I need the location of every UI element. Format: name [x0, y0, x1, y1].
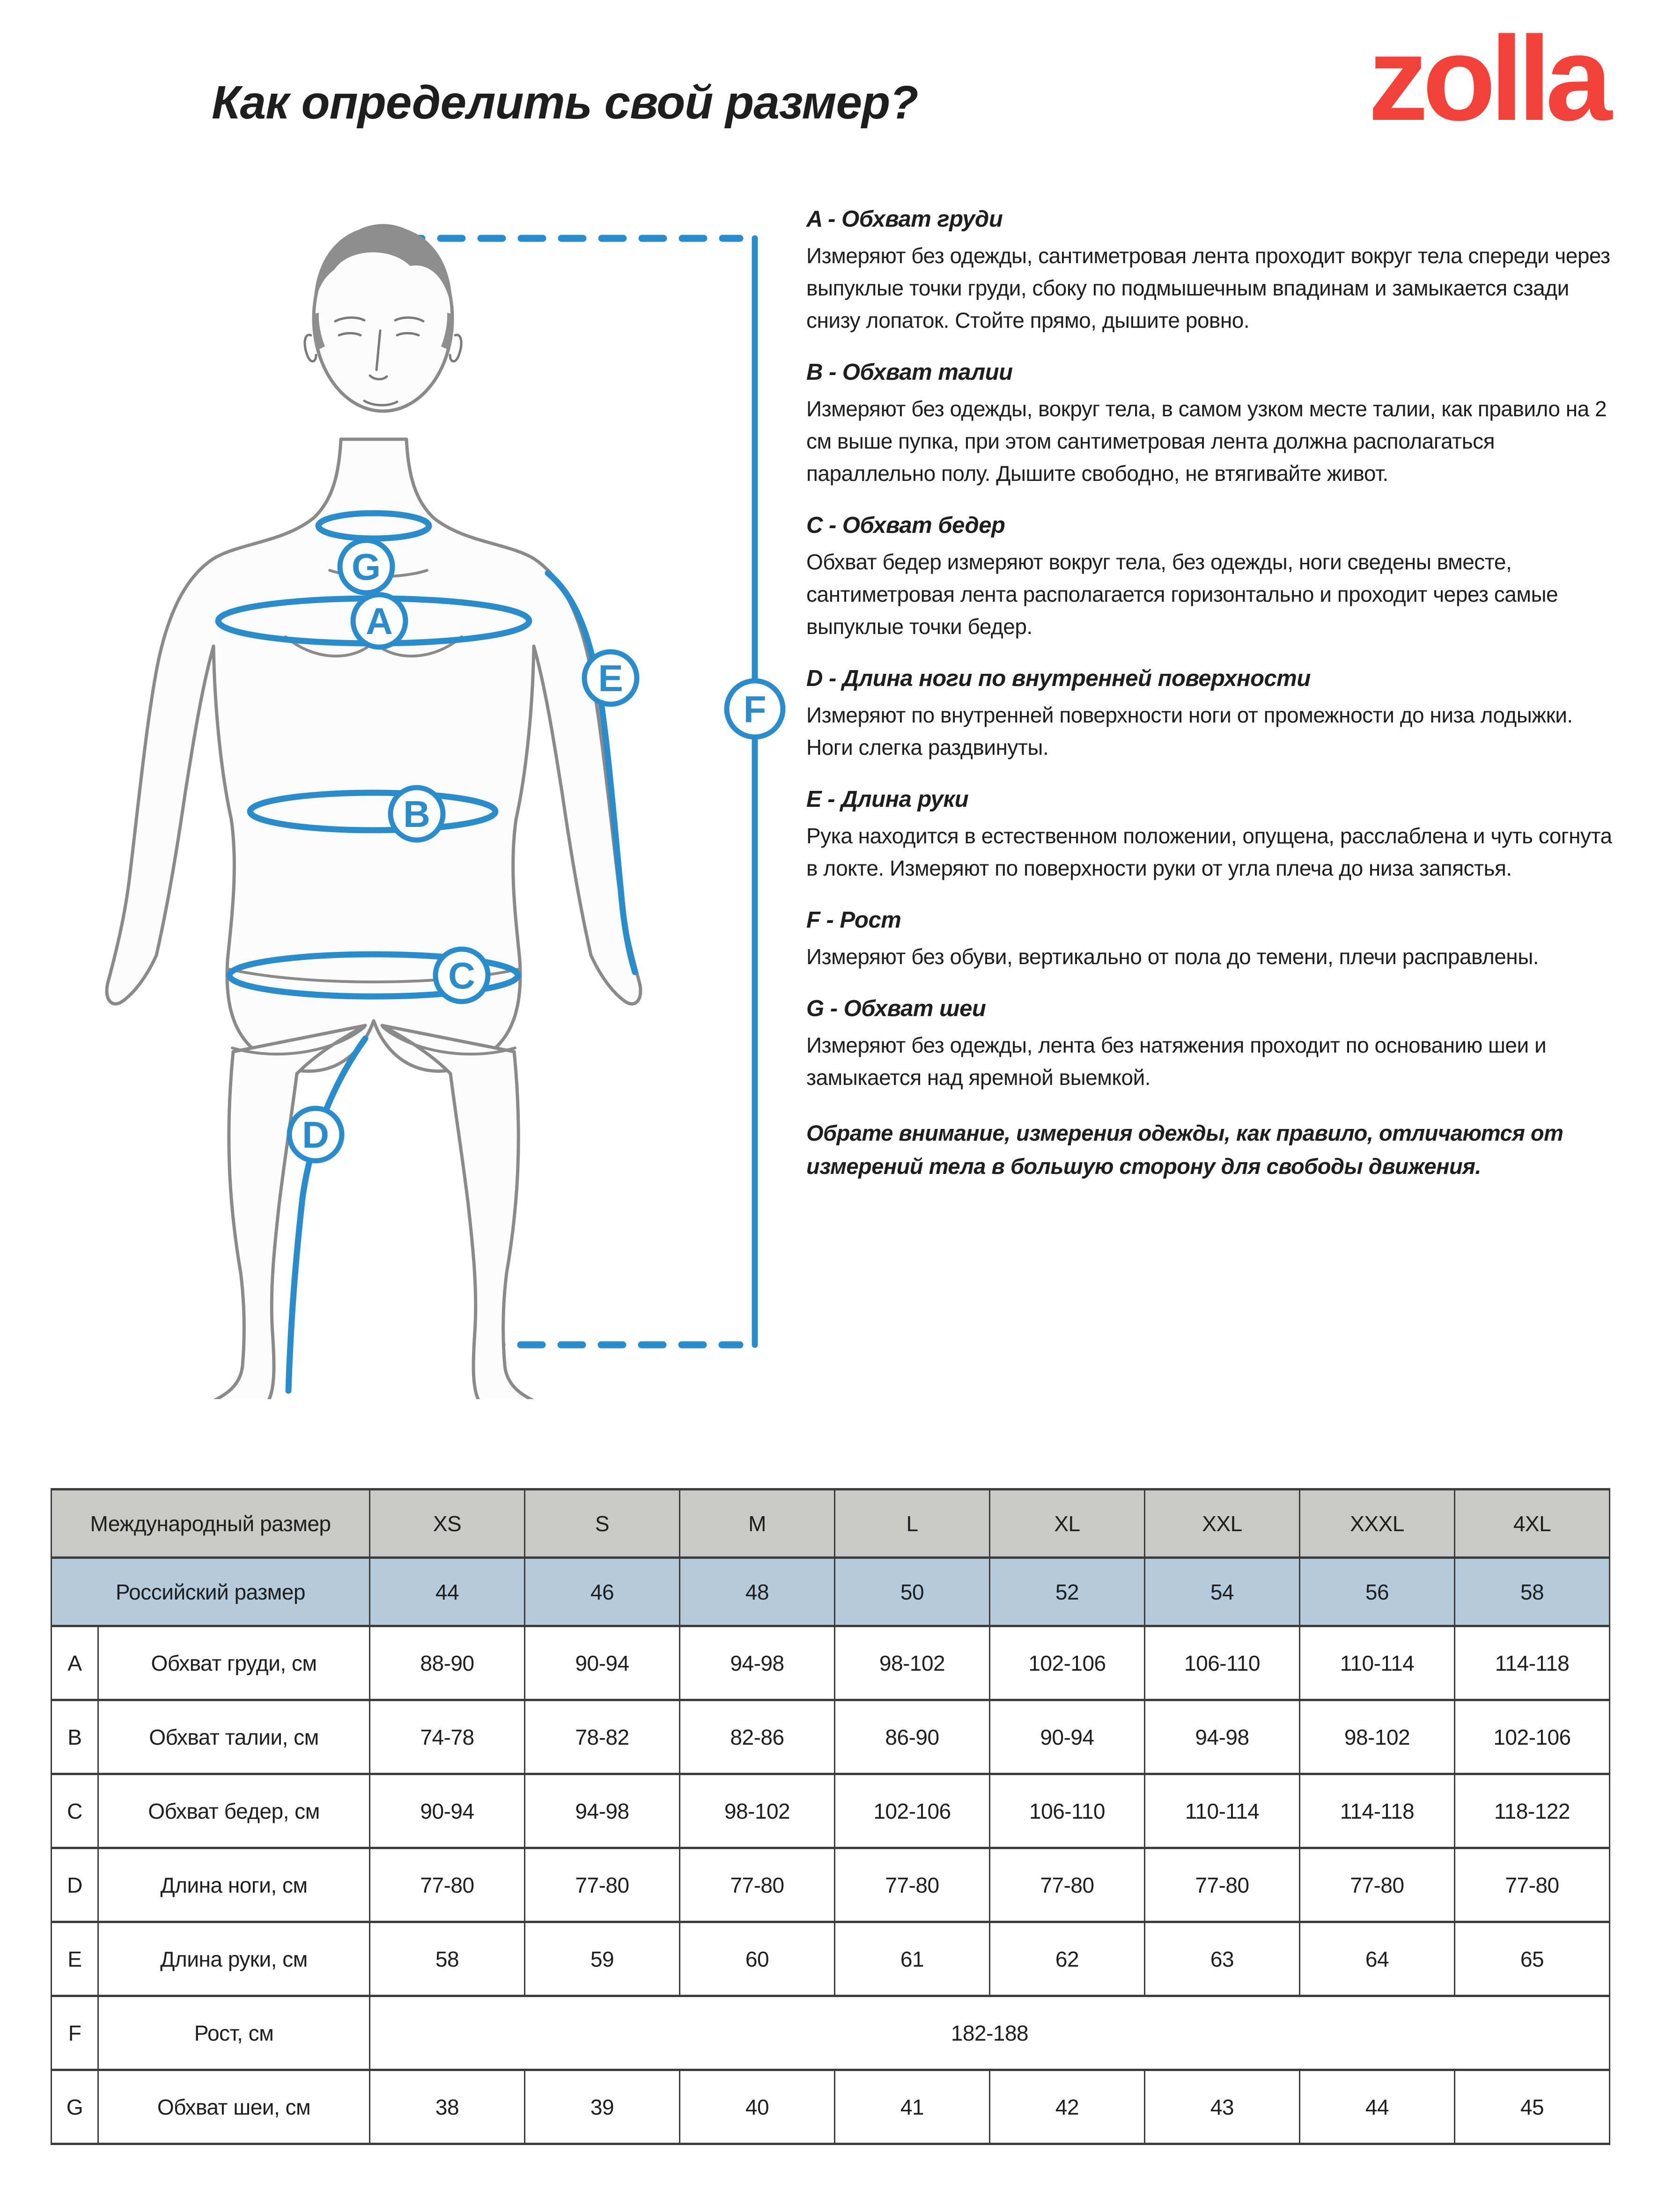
table-cell: 102-106	[835, 1774, 990, 1848]
attention-note: Обрате внимание, измерения одежды, как правило, отличаются от измерений тела в большую сторону для свободы движения.	[806, 1121, 1563, 1179]
badge-letter-a: A	[366, 600, 393, 642]
table-cell: M	[680, 1489, 835, 1558]
table-cell: 39	[525, 2070, 680, 2144]
section-body: Измеряют без одежды, вокруг тела, в самом узком месте талии, как правило на 2 см выше пупка, при этом сантиметровая лента должна располагаться параллельно полу. Дышите свободно, не втягивайте живот.	[806, 397, 1613, 486]
badge-letter-d: D	[302, 1114, 329, 1156]
table-cell: 94-98	[680, 1626, 835, 1700]
table-row-neck	[52, 2070, 1610, 2144]
section-heading: F - Рост	[806, 907, 901, 933]
table-cell: 77-80	[990, 1848, 1145, 1922]
table-row-leg	[52, 1848, 1610, 1922]
section-body: Измеряют без одежды, лента без натяжения проходит по основанию шеи и замыкается над яремной выемкой.	[806, 1033, 1552, 1090]
section-body: Измеряют без обуви, вертикально от пола до темени, плечи расправлены.	[806, 944, 1539, 969]
row-label: Длина руки, см	[98, 1922, 370, 1996]
table-cell: 77-80	[835, 1848, 990, 1922]
table-cell: 77-80	[370, 1848, 525, 1922]
table-header-label: Российский размер	[52, 1558, 370, 1626]
section-body: Измеряют по внутренней поверхности ноги от промежности до низа лодыжки. Ноги слегка раздвинуты.	[806, 703, 1585, 759]
brand-logo: zolla	[1368, 12, 1607, 146]
table-cell: 98-102	[1300, 1700, 1455, 1774]
table-cell: XXXL	[1300, 1489, 1455, 1558]
figure-silhouette	[107, 439, 641, 1071]
table-cell: 94-98	[525, 1774, 680, 1848]
badge-letter-b: B	[403, 793, 430, 835]
table-cell: 50	[835, 1558, 990, 1626]
table-cell: 45	[1455, 2070, 1610, 2144]
table-cell-merged: 182-188	[370, 1996, 1610, 2070]
table-cell: 94-98	[1145, 1700, 1300, 1774]
table-cell: 90-94	[370, 1774, 525, 1848]
table-cell: 77-80	[525, 1848, 680, 1922]
section-heading: G - Обхват шеи	[806, 996, 986, 1021]
row-label: Обхват груди, см	[98, 1626, 370, 1700]
size-table	[51, 1488, 1610, 2145]
table-cell: 78-82	[525, 1700, 680, 1774]
section-body: Рука находится в естественном положении, опущена, расслаблена и чуть согнута в локте. Измеряют по поверхности руки от угла плеча до низа запястья.	[806, 824, 1618, 880]
table-cell: 59	[525, 1922, 680, 1996]
table-cell: 102-106	[1455, 1700, 1610, 1774]
body-diagram	[55, 196, 786, 1399]
table-cell: 90-94	[525, 1626, 680, 1700]
row-letter: C	[52, 1774, 98, 1848]
row-label: Обхват бедер, см	[98, 1774, 370, 1848]
table-row-height	[52, 1996, 1610, 2070]
measure-badge-b	[391, 788, 443, 840]
table-cell: 58	[1455, 1558, 1610, 1626]
table-cell: 44	[370, 1558, 525, 1626]
table-cell: 62	[990, 1922, 1145, 1996]
table-cell: 106-110	[990, 1774, 1145, 1848]
table-row-waist	[52, 1700, 1610, 1774]
measure-badge-d	[289, 1108, 342, 1161]
table-cell: 98-102	[835, 1626, 990, 1700]
table-cell: 61	[835, 1922, 990, 1996]
badge-letter-c: C	[448, 955, 475, 996]
table-cell: 40	[680, 2070, 835, 2144]
row-letter: E	[52, 1922, 98, 1996]
table-cell: 77-80	[1145, 1848, 1300, 1922]
row-label: Рост, см	[98, 1996, 370, 2070]
table-row-arm	[52, 1922, 1610, 1996]
table-cell: 52	[990, 1558, 1145, 1626]
row-letter: G	[52, 2070, 98, 2144]
table-cell: 118-122	[1455, 1774, 1610, 1848]
table-cell: 65	[1455, 1922, 1610, 1996]
table-cell: S	[525, 1489, 680, 1558]
measure-badge-a	[353, 595, 406, 647]
table-cell: 43	[1145, 2070, 1300, 2144]
table-cell: 77-80	[1300, 1848, 1455, 1922]
section-arm	[806, 786, 1616, 885]
section-chest	[806, 206, 1616, 337]
table-cell: 54	[1145, 1558, 1300, 1626]
badge-letter-g: G	[351, 546, 381, 588]
section-heading: C - Обхват бедер	[806, 513, 1005, 538]
row-label: Обхват талии, см	[98, 1700, 370, 1774]
section-heading: A - Обхват груди	[806, 206, 1003, 232]
table-cell: 58	[370, 1922, 525, 1996]
section-height	[806, 907, 1616, 973]
table-cell: XXL	[1145, 1489, 1300, 1558]
row-label: Длина ноги, см	[98, 1848, 370, 1922]
table-cell: 114-118	[1455, 1626, 1610, 1700]
section-inseam	[806, 665, 1616, 764]
page-title: Как определить свой размер?	[212, 76, 918, 129]
table-cell: 56	[1300, 1558, 1455, 1626]
table-cell: 106-110	[1145, 1626, 1300, 1700]
table-header-label: Международный размер	[52, 1489, 370, 1558]
table-cell: 110-114	[1300, 1626, 1455, 1700]
measurement-descriptions	[806, 206, 1616, 1183]
row-letter: D	[52, 1848, 98, 1922]
table-cell: 4XL	[1455, 1489, 1610, 1558]
table-row-hips	[52, 1774, 1610, 1848]
section-neck	[806, 995, 1616, 1094]
row-label: Обхват шеи, см	[98, 2070, 370, 2144]
table-row-chest	[52, 1626, 1610, 1700]
inseam-measure-line	[288, 1039, 365, 1391]
section-heading: D - Длина ноги по внутренней поверхности	[806, 666, 1311, 691]
table-cell: 60	[680, 1922, 835, 1996]
table-cell: 88-90	[370, 1626, 525, 1700]
measure-badge-c	[435, 949, 488, 1002]
table-cell: 77-80	[1455, 1848, 1610, 1922]
section-body: Обхват бедер измеряют вокруг тела, без одежды, ноги сведены вместе, сантиметровая лента располагается горизонтально и проходит через самые выпуклые точки бедер.	[806, 550, 1564, 639]
table-cell: 82-86	[680, 1700, 835, 1774]
table-row-russian	[52, 1558, 1610, 1626]
section-waist	[806, 359, 1616, 490]
table-cell: 42	[990, 2070, 1145, 2144]
table-cell: 90-94	[990, 1700, 1145, 1774]
table-cell: 86-90	[835, 1700, 990, 1774]
table-cell: 77-80	[680, 1848, 835, 1922]
table-cell: 98-102	[680, 1774, 835, 1848]
table-row-international	[52, 1489, 1610, 1558]
table-cell: XL	[990, 1489, 1145, 1558]
section-hips	[806, 512, 1616, 643]
row-letter: F	[52, 1996, 98, 2070]
badge-letter-e: E	[598, 657, 623, 699]
badge-letter-f: F	[743, 688, 767, 730]
table-cell: 46	[525, 1558, 680, 1626]
table-cell: 48	[680, 1558, 835, 1626]
table-cell: 41	[835, 2070, 990, 2144]
table-cell: 38	[370, 2070, 525, 2144]
table-cell: L	[835, 1489, 990, 1558]
table-cell: XS	[370, 1489, 525, 1558]
table-cell: 110-114	[1145, 1774, 1300, 1848]
table-cell: 114-118	[1300, 1774, 1455, 1848]
table-cell: 102-106	[990, 1626, 1145, 1700]
section-heading: B - Обхват талии	[806, 360, 1013, 385]
section-body: Измеряют без одежды, сантиметровая лента проходит вокруг тела спереди через выпуклые точки груди, сбоку по подмышечным впадинам и замыкается сзади снизу лопаток. Стойте прямо, дышите ровно.	[806, 243, 1616, 332]
measure-badge-e	[584, 652, 637, 704]
row-letter: A	[52, 1626, 98, 1700]
table-cell: 63	[1145, 1922, 1300, 1996]
section-heading: E - Длина руки	[806, 787, 969, 812]
table-cell: 74-78	[370, 1700, 525, 1774]
measure-badge-g	[340, 540, 392, 593]
measure-badge-f	[727, 681, 783, 737]
table-cell: 44	[1300, 2070, 1455, 2144]
row-letter: B	[52, 1700, 98, 1774]
table-cell: 64	[1300, 1922, 1455, 1996]
